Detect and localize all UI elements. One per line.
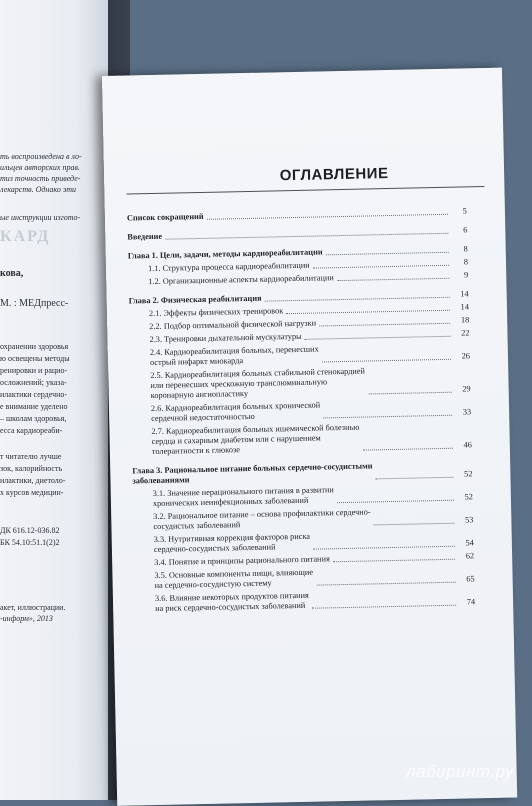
toc-entry-text: 3.3. Нутритивная коррекция факторов риска сердечно-сосудистых заболеваний: [153, 531, 311, 555]
toc-leader-dots: [337, 278, 449, 281]
toc-entry-text: 3.1. Значение нерационального питания в развитии хронических неинфекционных заболеваний: [152, 485, 334, 509]
toc-entry-text: Глава 1. Цели, задачи, методы кардиореабилитации: [127, 247, 323, 261]
toc-page-number: 52: [464, 492, 473, 502]
toc-entry-text: 2.6. Кардиореабилитация больных хронической сердечной недостаточностью: [150, 400, 321, 424]
toc-entry-text: 1.1. Структура процесса кардиореабилитации: [147, 260, 310, 274]
toc-leader-dots: [207, 214, 448, 220]
toc-entry-text: 3.6. Влияние некоторых продуктов питания на риск сердечно-сосудистых заболеваний: [154, 590, 309, 614]
toc-entry-text: Список сокращений: [126, 211, 204, 223]
left-page: [0, 0, 108, 800]
toc-page-number: 26: [461, 351, 471, 361]
toc-leader-dots: [265, 297, 450, 302]
toc-leader-dots: [313, 265, 449, 269]
left-page-line: -информ», 2013: [0, 614, 53, 623]
toc-entry: [131, 420, 472, 457]
left-page-line: охранении здоровья: [0, 342, 69, 351]
toc-page-number: 52: [464, 469, 473, 479]
toc-entry-text: Глава 2. Физическая реабилитация: [128, 293, 262, 306]
left-page-line: кова,: [0, 268, 24, 279]
left-page-line: ю освещены методы: [0, 354, 70, 363]
toc-leader-dots: [305, 336, 451, 340]
toc-page-number: 22: [461, 328, 470, 338]
toc-leader-dots: [374, 523, 455, 526]
toc-entry-text: 2.7. Кардиореабилитация больных ишемической болезнью сердца и сахарным диабетом или с нарушением толерантности к глюкозе: [151, 422, 360, 457]
toc-entry-text: 1.2. Организационные аспекты кардиореабилитации: [148, 273, 334, 287]
right-page: [102, 68, 517, 806]
toc-entry-text: 3.5. Основные компоненты пищи, влияющие на сердечно-сосудистую систему: [154, 567, 314, 591]
toc-page-number: 14: [460, 302, 470, 312]
table-of-contents: [127, 206, 475, 617]
watermark: лабиринт.ру: [406, 762, 514, 781]
toc-leader-dots: [376, 477, 454, 480]
left-page-line: ильцев авторских прав.: [0, 163, 80, 172]
left-page-line: е внимание уделено: [0, 402, 68, 411]
toc-leader-dots: [312, 605, 456, 609]
toc-page-number: 29: [462, 384, 471, 394]
toc-leader-dots: [368, 392, 451, 395]
toc-page-number: 33: [462, 407, 472, 417]
toc-page-number: 5: [462, 206, 467, 216]
left-page-line: илактики, диетоло-: [0, 476, 66, 485]
toc-page-number: 9: [463, 270, 469, 280]
toc-page-number: 54: [465, 538, 474, 548]
toc-leader-dots: [326, 252, 449, 256]
toc-leader-dots: [337, 500, 454, 503]
left-page-line: зок, калорийность: [0, 464, 63, 473]
toc-entry: [130, 364, 471, 401]
title-rule: [126, 186, 484, 194]
toc-entry-text: 3.4. Понятие и принципы рационального питания: [154, 554, 330, 568]
left-page-line: ДК 616.12-036.82: [0, 526, 60, 535]
left-page-line: есса кардиореаби-: [0, 426, 63, 435]
left-page-line: т читателю лучше: [0, 452, 62, 461]
left-page-line: тиз точность приведе-: [0, 174, 81, 183]
toc-page-number: 46: [463, 440, 472, 450]
toc-entry-text: Введение: [127, 231, 163, 242]
toc-entry-text: 2.5. Кардиореабилитация больных стабильной стенокардией или перенесших чрескожную транслюминальную коронарную ангиопластику: [150, 366, 366, 401]
toc-entry: [134, 564, 474, 591]
toc-entry-text: 3.2. Рациональное питание – основа профилактики сердечно- сосудистых заболеваний: [153, 507, 371, 532]
toc-page-number: 74: [466, 597, 476, 607]
left-page-line: илактики сердечно-: [0, 390, 68, 399]
toc-leader-dots: [316, 582, 455, 586]
toc-page-number: 65: [466, 574, 475, 584]
toc-page-number: 8: [463, 244, 468, 254]
left-page-line: КАРД: [0, 228, 51, 245]
toc-leader-dots: [286, 310, 450, 314]
left-page-line: ть воспроизведена в ло-: [0, 152, 82, 161]
left-page-line: осложнений; указа-: [0, 378, 67, 387]
toc-page-number: 53: [464, 515, 474, 525]
toc-leader-dots: [313, 546, 455, 550]
toc-entry-text: Глава 3. Рациональное питание больных сердечно-сосудистыми заболеваниями: [132, 461, 373, 486]
left-page-line: – школам здоровья,: [0, 414, 67, 423]
left-page-line: М. : МЕДпресс-: [0, 298, 69, 309]
left-page-line: х курсов медицин-: [0, 488, 64, 497]
toc-entry: [133, 505, 473, 532]
left-page-line: ые инструкции изгото-: [0, 213, 81, 222]
toc-entry: [131, 397, 471, 424]
toc-entry-text: 2.3. Тренировки дыхательной мускулатуры: [149, 331, 302, 345]
toc-leader-dots: [323, 415, 452, 419]
left-page-line: ренировки и рацио-: [0, 366, 68, 375]
toc-page-number: 6: [463, 225, 468, 235]
toc-entry: [135, 587, 475, 614]
left-page-line: акет, иллюстрации.: [0, 603, 66, 612]
toc-entry-text: 2.1. Эффекты физических тренировок: [148, 306, 284, 319]
toc-entry-text: 2.2. Подбор оптимальной физической нагрузки: [149, 318, 317, 332]
left-page-line: лекарств. Однако эти: [0, 185, 77, 194]
toc-leader-dots: [322, 359, 451, 363]
toc-entry: [134, 528, 474, 555]
toc-leader-dots: [333, 559, 455, 563]
left-page-line: БК 54.10:51.1(2)2: [0, 538, 60, 547]
toc-page-number: 8: [463, 257, 469, 267]
toc-title: ОГЛАВЛЕНИЕ: [279, 165, 389, 185]
toc-leader-dots: [363, 448, 453, 451]
toc-entry-text: 2.4. Кардиореабилитация больных, перенесших острый инфаркт миокарда: [149, 344, 319, 368]
toc-page-number: 14: [460, 289, 469, 299]
toc-page-number: 18: [460, 315, 470, 325]
toc-page-number: 62: [465, 551, 475, 561]
toc-leader-dots: [319, 323, 450, 327]
